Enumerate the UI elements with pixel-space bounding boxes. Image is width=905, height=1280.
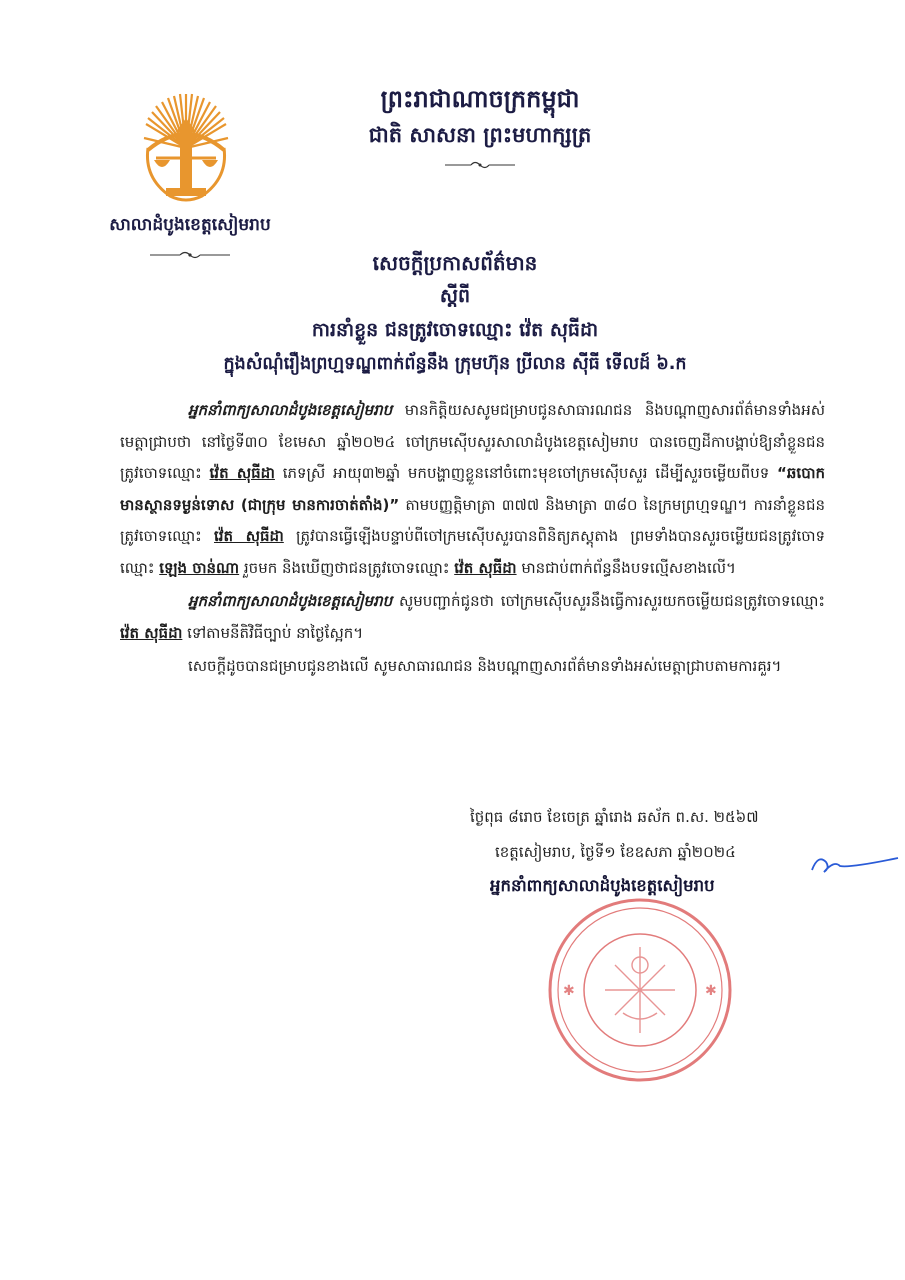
paragraph-2: អ្នកនាំពាក្យសាលាដំបូងខេត្តសៀមរាប សូមបញ្ជាក់ជូនថា ចៅក្រមស៊ើបសួរនឹងធ្វើការសួរយកចម្លើយជនត្រូវចោទឈ្មោះ វ៉េត សុធីដា ទៅតាមនីតិវិធីច្បាប់ នាថ្ងៃស្អែក។ — [120, 592, 825, 642]
court-name: សាលាដំបូងខេត្តសៀមរាប — [109, 215, 271, 235]
svg-text:✱: ✱ — [563, 983, 575, 999]
solar-date: ខេត្តសៀមរាប, ថ្ងៃទី១ ខែឧសភា ឆ្នាំ២០២៤ — [495, 843, 736, 861]
title-case: ក្នុងសំណុំរឿងព្រហ្មទណ្ឌពាក់ព័ន្ធនឹង ក្រុមហ៊ុន ប្រីលាន ស៊ីធី ទើលដ៍ ៦.ក — [223, 354, 687, 374]
official-seal-icon — [545, 895, 735, 1085]
title-subject-label: ស្ដីពី — [439, 285, 471, 307]
paragraph-3: សេចក្ដីដូចបានជម្រាបជូនខាងលើ សូមសាធារណជន និងបណ្ដាញសារព័ត៌មានទាំងអស់មេត្តាជ្រាបតាមការគួរ។ — [188, 657, 782, 675]
paragraph-1: អ្នកនាំពាក្យសាលាដំបូងខេត្តសៀមរាប មានកិត្តិយសសូមជម្រាបជូនសាធារណជន និងបណ្ដាញសារព័ត៌មានទាំងអស់មេត្តាជ្រាបថា នៅថ្ងៃទី៣០ ខែមេសា ឆ្នាំ២០២៤ ចៅក្រមស៊ើបសួរសាលាដំបូងខេត្តសៀមរាប បានចេញដីកាបង្គាប់ឱ្យនាំខ្លួនជនត្រូវចោទឈ្មោះ វ៉េត សុធីដា ភេទស្រី អាយុ៣២ឆ្នាំ មកបង្ហាញខ្លួននៅចំពោះមុខចៅក្រមស៊ើបសួរ ដើម្បីសួរចម្លើយពីបទ “ឆបោកមានស្ថានទម្ងន់ទោស (ជាក្រុម មានការចាត់តាំង)” តាមបញ្ញត្តិមាត្រា ៣៧៧ និងមាត្រា ៣៨០ នៃក្រមព្រហ្មទណ្ឌ។ ការនាំខ្លួនជនត្រូវចោទឈ្មោះ វ៉េត សុធីដា ត្រូវបានធ្វើឡើងបន្ទាប់ពីចៅក្រមស៊ើបសួរបានពិនិត្យភស្តុតាង ព្រមទាំងបានសួរចម្លើយជនត្រូវចោទឈ្មោះ ឡេង ចាន់ណា រួចមក និងឃើញថាជនត្រូវចោទឈ្មោះ វ៉េត សុធីដា មានជាប់ពាក់ព័ន្ធនឹងបទល្មើសខាងលើ។ — [120, 401, 826, 577]
national-motto: ជាតិ សាសនា ព្រះមហាក្សត្រ — [368, 123, 592, 147]
ornament-divider — [445, 160, 515, 170]
svg-text:✱: ✱ — [705, 983, 717, 999]
signer-title: អ្នកនាំពាក្យសាលាដំបូងខេត្តសៀមរាប — [490, 876, 715, 895]
court-emblem-icon — [140, 88, 232, 208]
kingdom-heading: ព្រះរាជាណាចក្រកម្ពុជា — [380, 85, 580, 113]
title-subject: ការនាំខ្លួន ជនត្រូវចោទឈ្មោះ វ៉េត សុធីដា — [311, 319, 599, 341]
document-body — [120, 395, 825, 683]
lunar-date: ថ្ងៃពុធ ៨រោច ខែចេត្រ ឆ្នាំរោង ឆស័ក ព.ស. ២៥៦៧ — [470, 808, 759, 826]
document-title: សេចក្ដីប្រកាសព័ត៌មាន — [372, 251, 538, 275]
